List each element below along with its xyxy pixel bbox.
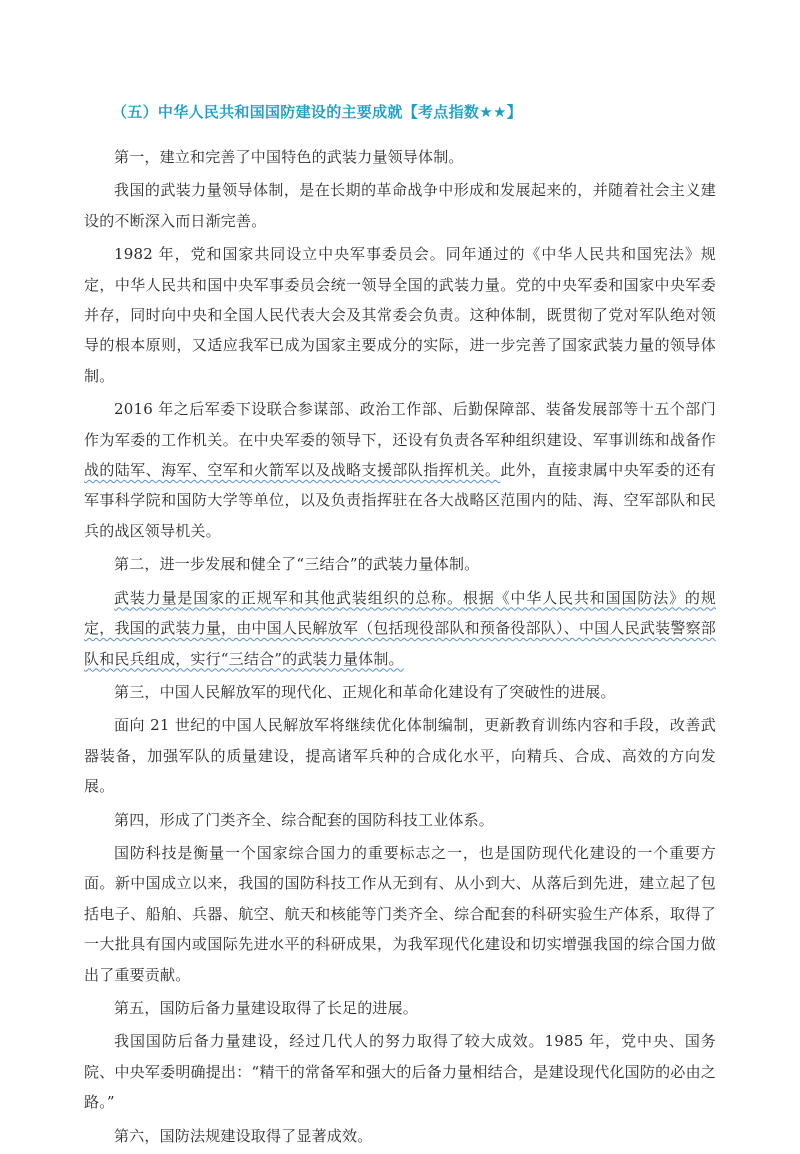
paragraph-text: 2016 年之后军委下设联合参谋部、政治工作部、后勤保障部、装备发展部等十五个部门作为军委的工作机关。在中央军委的领导下，还设有负责各军种组织建设、军事训练和战备作 [84, 400, 716, 449]
paragraph: 我国的武装力量领导体制，是在长期的革命战争中形成和发展起来的，并随着社会主义建设的不断深入而日渐完善。 [84, 181, 716, 230]
document-page [84, 100, 716, 1154]
section-heading: （五）中华人民共和国国防建设的主要成就【考点指数★★】 [112, 103, 522, 121]
paragraph: 1982 年，党和国家共同设立中央军事委员会。同年通过的《中华人民共和国宪法》规定，中华人民共和国中央军事委员会统一领导全国的武装力量。党的中央军委和国家中央军委并存，同时向中央和全国人民代表大会及其常委会负责。这种体制，既贯彻了党对军队绝对领导的根本原则，又适应我军已成为国家主要成分的实际，进一步完善了国家武装力量的领导体制。 [84, 245, 716, 385]
paragraph: 第二，进一步发展和健全了“三结合”的武装力量体制。 [114, 555, 480, 574]
paragraph: 国防科技是衡量一个国家综合国力的重要标志之一，也是国防现代化建设的一个重要方面。新中国成立以来，我国的国防科技工作从无到有、从小到大、从落后到先进，建立起了包括电子、船舶、兵器、航空、航天和核能等门类齐全、综合配套的科研实验生产体系，取得了一大批具有国内或国际先进水平的科研成果，为我军现代化建设和切实增强我国的综合国力做出了重要贡献。 [84, 843, 716, 984]
underlined-text: 武装力量是国家的正规军和其他武装组织的总称。根据《中华人民共和国国防法》的规定，我国的武装力量，由中国人民解放军（包括现役部队和预备役部队）、中国人民武装警察部队和民兵组成，实行“三结合”的武装力量体制。 [84, 588, 716, 668]
paragraph [84, 394, 716, 546]
paragraph: 我国国防后备力量建设，经过几代人的努力取得了较大成效。1985 年，党中央、国务院、中央军委明确提出：“精干的常备军和强大的后备力量相结合，是建设现代化国防的必由之路。” [84, 1032, 716, 1112]
paragraph: 面向 21 世纪的中国人民解放军将继续优化体制编制，更新教育训练内容和手段，改善武器装备，加强军队的质量建设，提高诸军兵种的合成化水平，向精兵、合成、高效的方向发展。 [84, 716, 716, 796]
paragraph: 第四，形成了门类齐全、综合配套的国防科技工业体系。 [114, 810, 495, 829]
paragraph: 第五，国防后备力量建设取得了长足的进展。 [114, 998, 419, 1017]
paragraph: 第一，建立和完善了中国特色的武装力量领导体制。 [114, 148, 464, 166]
paragraph-text: 此外，直接隶属中央军委的还有军事科学院和国防大学等单位，以及负责指挥驻在各大战略区范围内的陆、海、空军部队和民兵的战区领导机关。 [84, 461, 716, 540]
paragraph [84, 583, 716, 674]
paragraph: 第三，中国人民解放军的现代化、正规化和革命化建设有了突破性的进展。 [114, 682, 616, 701]
underlined-text: 战的陆军、海军、空军和火箭军以及战略支援部队指挥机关。 [84, 461, 501, 480]
paragraph: 第六，国防法规建设取得了显著成效。 [114, 1126, 373, 1145]
